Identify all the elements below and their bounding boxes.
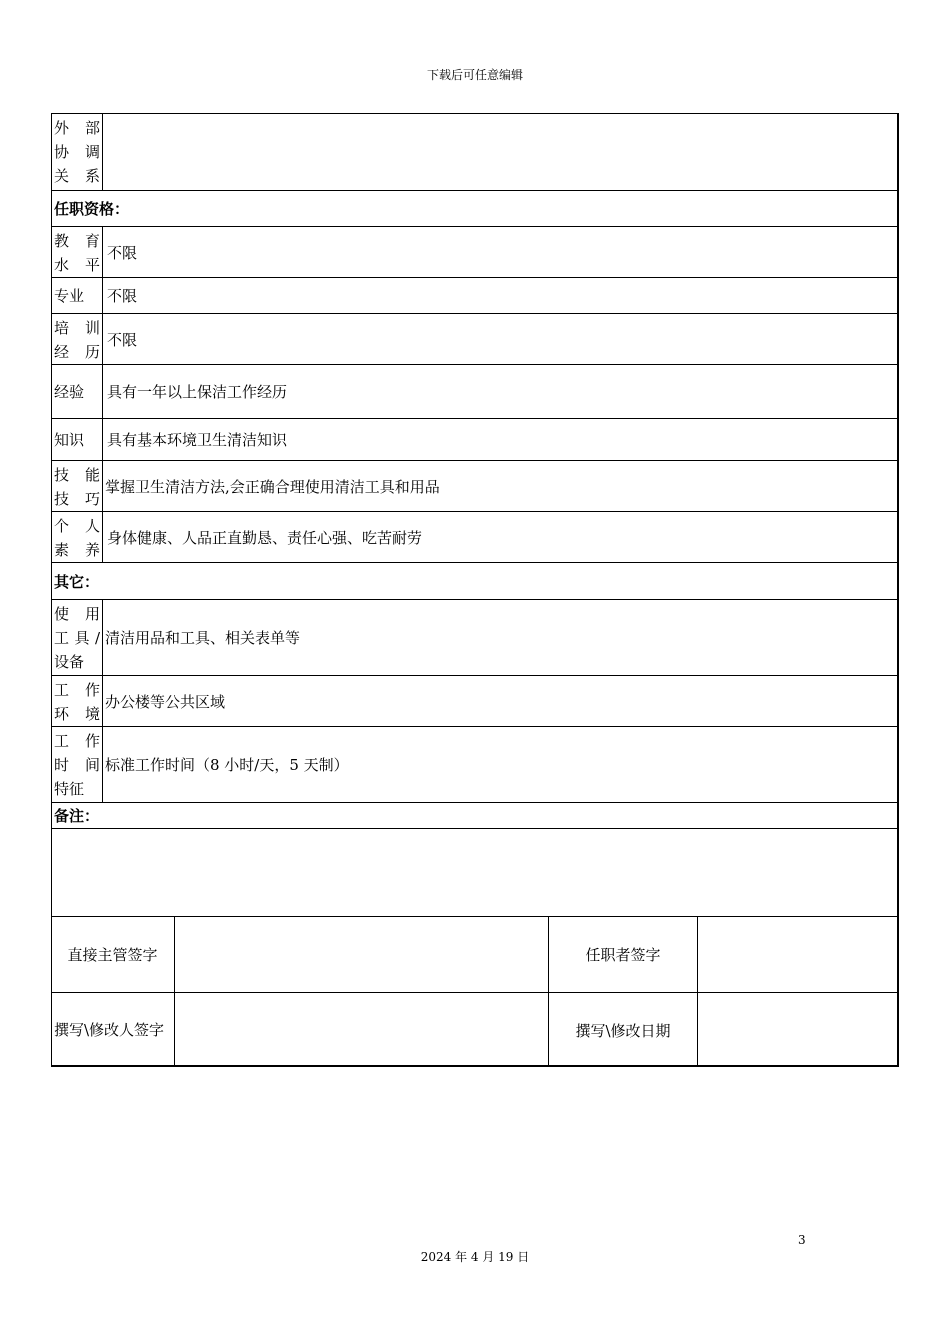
row-work-time (51, 726, 899, 802)
row-external-coordination (51, 113, 899, 190)
signature-row-1 (51, 916, 899, 992)
row-label: 使 用 工具/ 设备 (51, 600, 103, 675)
revision-date-label: 撰写\修改日期 (549, 993, 698, 1067)
remarks-area (51, 828, 899, 916)
section-title-remarks: 备注： (51, 802, 899, 828)
row-value: 不限 (107, 243, 138, 262)
row-label: 经验 (51, 365, 103, 418)
row-label: 专业 (51, 278, 103, 313)
section-title-other: 其它： (51, 562, 899, 599)
row-value: 具有一年以上保洁工作经历 (107, 383, 288, 401)
row-skills (51, 460, 899, 511)
supervisor-signature-field[interactable] (175, 917, 549, 992)
row-label: 技 能 技巧 (51, 461, 103, 511)
row-label: 外 部 协 调 关系 (51, 113, 103, 190)
row-label: 工 作 时 间 特征 (51, 727, 103, 802)
row-label: 知识 (51, 419, 103, 460)
row-value: 掌握卫生清洁方法,会正确合理使用清洁工具和用品 (105, 477, 440, 496)
row-value (107, 113, 895, 190)
supervisor-signature-label: 直接主管签字 (51, 917, 175, 992)
page-number: 3 (798, 1233, 806, 1247)
row-tools (51, 599, 899, 675)
row-value: 不限 (107, 287, 138, 305)
row-label: 个 人 素养 (51, 512, 103, 562)
row-label: 工 作 环境 (51, 676, 103, 726)
writer-signature-field[interactable] (175, 993, 549, 1067)
row-major (51, 277, 899, 313)
row-knowledge (51, 418, 899, 460)
incumbent-signature-field[interactable] (698, 917, 897, 992)
row-value: 身体健康、人品正直勤恳、责任心强、吃苦耐劳 (107, 528, 423, 547)
row-label: 教 育 水平 (51, 227, 103, 277)
header-note: 下载后可任意编辑 (426, 68, 523, 82)
row-value: 清洁用品和工具、相关表单等 (105, 629, 301, 647)
row-value: 不限 (107, 330, 138, 349)
footer-date: 2024 年 4 月 19 日 (420, 1250, 530, 1264)
row-environment (51, 675, 899, 726)
row-value: 办公楼等公共区域 (105, 692, 226, 711)
section-title-qualification: 任职资格： (51, 190, 899, 226)
revision-date-field[interactable] (698, 993, 897, 1067)
row-label: 培 训 经历 (51, 314, 103, 364)
row-training (51, 313, 899, 364)
writer-signature-label: 撰写\修改人签字 (51, 993, 175, 1067)
incumbent-signature-label: 任职者签字 (549, 917, 698, 992)
signature-row-2 (51, 992, 899, 1067)
row-value: 具有基本环境卫生清洁知识 (107, 431, 288, 449)
row-personal-quality (51, 511, 899, 562)
row-education (51, 226, 899, 277)
row-value: 标准工作时间（8 小时/天，5 天制） (105, 756, 349, 774)
row-experience (51, 364, 899, 418)
